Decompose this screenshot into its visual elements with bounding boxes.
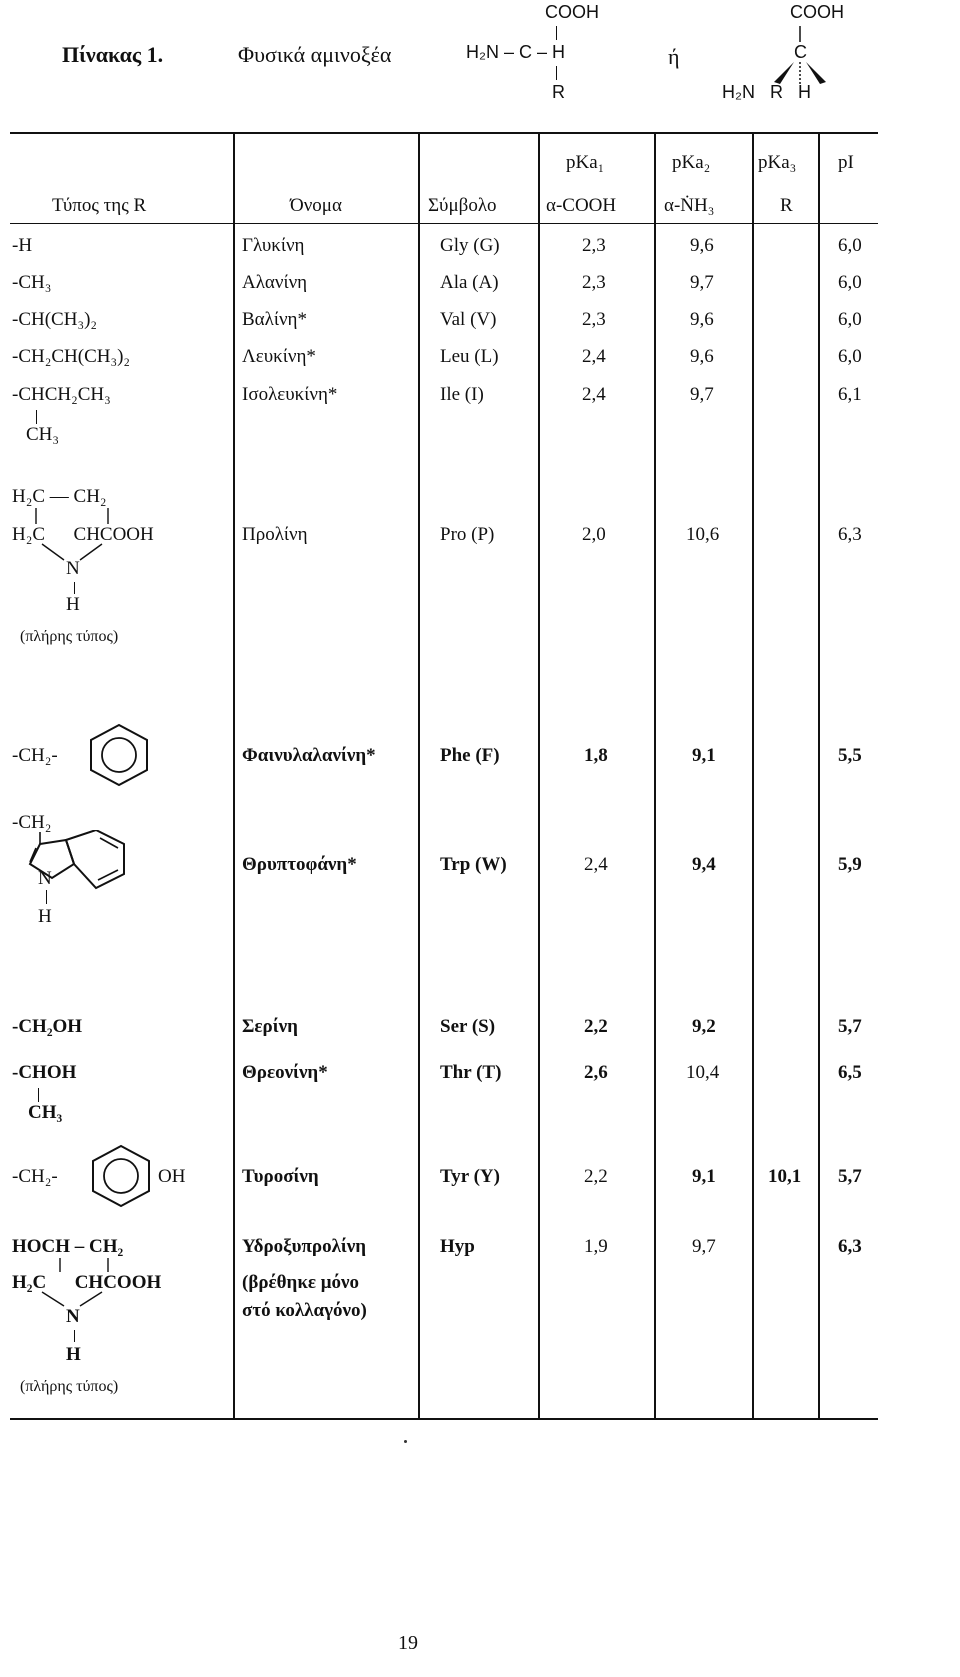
amino-name: Σερίνη bbox=[242, 1016, 298, 1037]
col-divider bbox=[752, 132, 754, 1420]
pka1-value: 2,3 bbox=[582, 235, 606, 256]
pka2-value: 9,6 bbox=[690, 235, 714, 256]
stereo-bottom: H₂N R H bbox=[722, 82, 811, 102]
pka1-value: 2,2 bbox=[584, 1016, 608, 1037]
table-label: Πίνακας 1. bbox=[62, 42, 164, 67]
r-group-branch: CH₃ bbox=[26, 424, 60, 445]
pi-value: 5,7 bbox=[838, 1166, 862, 1187]
header-name: Όνομα bbox=[290, 195, 342, 216]
indole-nitrogen: N bbox=[38, 868, 52, 889]
amino-symbol: Val (V) bbox=[440, 309, 497, 330]
col-divider bbox=[233, 132, 235, 1420]
header-pka1-sub: α-COOH bbox=[546, 195, 617, 216]
pka1-value: 2,0 bbox=[582, 524, 606, 545]
pka1-value: 2,4 bbox=[582, 384, 606, 405]
or-word: ή bbox=[668, 44, 680, 69]
col-divider bbox=[418, 132, 420, 1420]
table-title: Φυσικά αμινοξέα bbox=[238, 42, 392, 67]
r-group: -CHCH₂CH₃ bbox=[12, 384, 111, 405]
pka2-value: 9,6 bbox=[690, 309, 714, 330]
pka1-value: 2,4 bbox=[582, 346, 606, 367]
r-group-line2: H₂C CHCOOH bbox=[12, 524, 154, 545]
bond-line bbox=[38, 1088, 39, 1102]
pi-value: 5,7 bbox=[838, 1016, 862, 1037]
pka2-value: 9,7 bbox=[692, 1236, 716, 1257]
pi-value: 6,1 bbox=[838, 384, 862, 405]
r-group: -H bbox=[12, 235, 33, 256]
r-group: -CH₃ bbox=[12, 272, 52, 293]
r-group: -CH(CH₃)₂ bbox=[12, 309, 98, 330]
amino-symbol: Ile (I) bbox=[440, 384, 484, 405]
r-group-hydrogen: H bbox=[66, 594, 80, 615]
amino-symbol: Ser (S) bbox=[440, 1016, 496, 1037]
pka1-value: 2,2 bbox=[584, 1166, 608, 1187]
pi-value: 5,9 bbox=[838, 854, 862, 875]
pka1-value: 2,3 bbox=[582, 309, 606, 330]
amino-symbol: Pro (P) bbox=[440, 524, 495, 545]
amino-name: Ισολευκίνη* bbox=[242, 384, 338, 405]
pka1-value: 1,9 bbox=[584, 1236, 608, 1257]
amino-symbol: Trp (W) bbox=[440, 854, 507, 875]
pi-value: 6,0 bbox=[838, 346, 862, 367]
pi-value: 5,5 bbox=[838, 745, 862, 766]
pi-value: 6,0 bbox=[838, 235, 862, 256]
pi-value: 6,3 bbox=[838, 1236, 862, 1257]
header-pka3: pKa₃ bbox=[758, 152, 797, 173]
col-divider bbox=[818, 132, 820, 1420]
stereo-cooh: COOH bbox=[790, 2, 844, 22]
header-pka3-sub: R bbox=[780, 195, 793, 216]
amino-symbol: Ala (A) bbox=[440, 272, 499, 293]
amino-name-note: (βρέθηκε μόνο bbox=[242, 1272, 360, 1293]
amino-name: Θρεονίνη* bbox=[242, 1062, 328, 1083]
stereo-bonds-icon bbox=[760, 26, 840, 86]
col-divider bbox=[538, 132, 540, 1420]
formula-r: R bbox=[552, 82, 565, 102]
pka1-value: 2,6 bbox=[584, 1062, 608, 1083]
stray-mark bbox=[404, 1440, 407, 1443]
r-group: H₂C — CH₂ bbox=[12, 486, 107, 507]
header-rule bbox=[10, 223, 878, 224]
full-formula-note: (πλήρης τύπος) bbox=[20, 1378, 119, 1395]
r-group-nitrogen: N bbox=[66, 558, 80, 579]
pi-value: 6,3 bbox=[838, 524, 862, 545]
stereo-c: C bbox=[794, 42, 807, 62]
amino-symbol: Hyp bbox=[440, 1236, 475, 1257]
table-top-rule bbox=[10, 132, 878, 134]
pka2-value: 9,6 bbox=[690, 346, 714, 367]
pka2-value: 9,4 bbox=[692, 854, 716, 875]
pi-value: 6,5 bbox=[838, 1062, 862, 1083]
amino-name: Τυροσίνη bbox=[242, 1166, 319, 1187]
amino-name: Προλίνη bbox=[242, 524, 308, 545]
pi-value: 6,0 bbox=[838, 309, 862, 330]
bond-line bbox=[74, 1330, 75, 1342]
pka2-value: 9,2 bbox=[692, 1016, 716, 1037]
pka2-value: 9,1 bbox=[692, 1166, 716, 1187]
pka1-value: 2,4 bbox=[584, 854, 608, 875]
pka2-value: 10,6 bbox=[686, 524, 720, 545]
r-group-line2: H₂C CHCOOH bbox=[12, 1272, 162, 1293]
formula-cooh: COOH bbox=[545, 2, 599, 22]
bond-line bbox=[556, 66, 557, 80]
header-pi: pI bbox=[838, 152, 854, 173]
pi-value: 6,0 bbox=[838, 272, 862, 293]
amino-name: Βαλίνη* bbox=[242, 309, 307, 330]
header-r-type: Τύπος της R bbox=[52, 195, 147, 216]
amino-symbol: Gly (G) bbox=[440, 235, 500, 256]
r-group: -CH₂- bbox=[12, 1166, 58, 1187]
bond-line bbox=[46, 890, 47, 904]
bond-line bbox=[74, 582, 75, 594]
amino-name: Λευκίνη* bbox=[242, 346, 316, 367]
pka3-value: 10,1 bbox=[768, 1166, 802, 1187]
amino-name: Θρυπτοφάνη* bbox=[242, 854, 357, 875]
amino-symbol: Phe (F) bbox=[440, 745, 500, 766]
r-group: HOCH – CH₂ bbox=[12, 1236, 124, 1257]
benzene-ring-icon bbox=[84, 722, 154, 788]
header-pka1: pKa₁ bbox=[566, 152, 605, 173]
header-pka2-sub: α-ṄH₃ bbox=[664, 195, 715, 216]
r-group: -CH₂OH bbox=[12, 1016, 83, 1037]
page-number: 19 bbox=[398, 1632, 418, 1654]
amino-name: Φαινυλαλανίνη* bbox=[242, 745, 376, 766]
pka1-value: 2,3 bbox=[582, 272, 606, 293]
amino-name: Γλυκίνη bbox=[242, 235, 305, 256]
table-bottom-rule bbox=[10, 1418, 878, 1420]
full-formula-note: (πλήρης τύπος) bbox=[20, 628, 119, 645]
r-group-nitrogen: N bbox=[66, 1306, 80, 1327]
amino-symbol: Tyr (Y) bbox=[440, 1166, 500, 1187]
bond-line bbox=[36, 410, 37, 424]
amino-name: Υδροξυπρολίνη bbox=[242, 1236, 367, 1257]
amino-name: Αλανίνη bbox=[242, 272, 308, 293]
r-group-hydrogen: H bbox=[66, 1344, 81, 1365]
pka2-value: 10,4 bbox=[686, 1062, 720, 1083]
r-group-oh: OH bbox=[158, 1166, 186, 1187]
indole-hydrogen: H bbox=[38, 906, 52, 927]
phenol-ring-icon bbox=[86, 1143, 156, 1209]
pka2-value: 9,7 bbox=[690, 384, 714, 405]
amino-symbol: Thr (T) bbox=[440, 1062, 502, 1083]
r-group: -CHOH bbox=[12, 1062, 77, 1083]
col-divider bbox=[654, 132, 656, 1420]
indole-ring-icon bbox=[18, 830, 138, 910]
formula-main: H₂N – C – H bbox=[466, 42, 566, 62]
r-group-branch: CH₃ bbox=[28, 1102, 63, 1123]
r-group: -CH₂CH(CH₃)₂ bbox=[12, 346, 131, 367]
header-pka2: pKa₂ bbox=[672, 152, 711, 173]
pka2-value: 9,1 bbox=[692, 745, 716, 766]
pka2-value: 9,7 bbox=[690, 272, 714, 293]
r-group: -CH₂ bbox=[12, 812, 52, 833]
bond-line bbox=[556, 26, 557, 40]
amino-name-note: στό κολλαγόνο) bbox=[242, 1300, 367, 1321]
header-symbol: Σύμβολο bbox=[428, 195, 497, 216]
amino-symbol: Leu (L) bbox=[440, 346, 499, 367]
r-group: -CH₂- bbox=[12, 745, 58, 766]
pka1-value: 1,8 bbox=[584, 745, 608, 766]
